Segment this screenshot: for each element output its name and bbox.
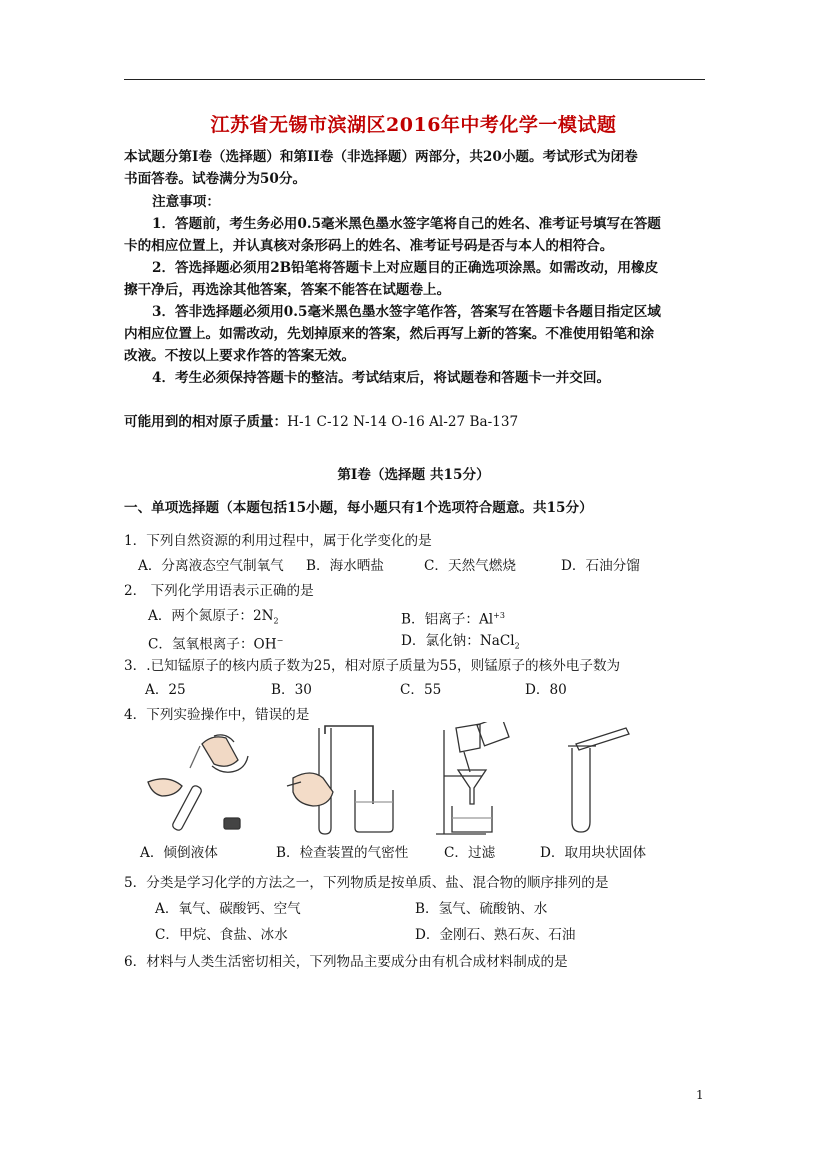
- atomic-mass-label: 可能用到的相对原子质量：: [124, 414, 288, 430]
- option-c: C．天然气燃烧: [424, 558, 516, 574]
- option-b: B．铝离子：$Al^{+3}$: [401, 611, 505, 628]
- option-b: B．检查装置的气密性: [276, 845, 409, 861]
- question-stem: 4．下列实验操作中，错误的是: [124, 707, 310, 723]
- notice-item: 1．答题前，考生务必用0.5毫米黑色墨水签字笔将自己的姓名、准考证号填写在答题: [152, 216, 661, 232]
- notice-item: 卡的相应位置上，并认真核对条形码上的姓名、准考证号码是否与本人的相符合。: [124, 238, 614, 254]
- filtration-figure: [434, 722, 514, 837]
- intro-line: 书面答卷。试卷满分为50分。: [124, 171, 307, 187]
- notice-heading: 注意事项：: [152, 194, 220, 210]
- question-stem: 5．分类是学习化学的方法之一，下列物质是按单质、盐、混合物的顺序排列的是: [124, 875, 609, 891]
- option-a: A．分离液态空气制氧气: [138, 558, 284, 574]
- option-a: A．两个氮原子：$2N_2$: [148, 608, 279, 626]
- question-stem: 3．.已知锰原子的核内质子数为25，相对原子质量为55，则锰原子的核外电子数为: [124, 658, 621, 674]
- notice-item: 4．考生必须保持答题卡的整洁。考试结束后，将试题卷和答题卡一并交回。: [152, 370, 611, 386]
- notice-item: 改液。不按以上要求作答的答案无效。: [124, 348, 356, 364]
- option-c: C．55: [400, 682, 442, 698]
- question-stem: 2． 下列化学用语表示正确的是: [124, 583, 314, 599]
- page-title: 江苏省无锡市滨湖区2016年中考化学一模试题: [210, 114, 617, 136]
- notice-item: 擦干净后，再选涂其他答案，答案不能答在试题卷上。: [124, 282, 451, 298]
- atomic-mass-line: [124, 413, 518, 431]
- option-d: D．金刚石、熟石灰、石油: [415, 927, 576, 943]
- option-c: C．甲烷、食盐、冰水: [155, 927, 288, 943]
- airtightness-check-figure: [285, 722, 400, 837]
- option-b: B．海水晒盐: [306, 558, 384, 574]
- question-stem: 6．材料与人类生活密切相关，下列物品主要成分由有机合成材料制成的是: [124, 954, 568, 970]
- section-title: 第Ⅰ卷（选择题 共15分）: [337, 467, 490, 483]
- header-rule: [124, 79, 705, 80]
- notice-item: 内相应位置上。如需改动，先划掉原来的答案，然后再写上新的答案。不准使用铅笔和涂: [124, 326, 655, 342]
- option-b: B．30: [271, 682, 312, 698]
- option-d: D．石油分馏: [561, 558, 640, 574]
- pouring-liquid-figure: [140, 722, 250, 837]
- option-d: D．氯化钠：NaCl$_2$: [401, 633, 520, 651]
- option-a: A．25: [145, 682, 186, 698]
- part-title: 一、单项选择题（本题包括15小题，每小题只有1个选项符合题意。共15分）: [124, 500, 593, 516]
- option-c: C．氢氧根离子：OH−: [148, 636, 284, 653]
- option-b: B．氢气、硫酸钠、水: [415, 901, 548, 917]
- atomic-mass-values: H-1 C-12 N-14 O-16 Al-27 Ba-137: [287, 414, 519, 430]
- option-c: C．过滤: [444, 845, 496, 861]
- option-d: D．80: [525, 682, 567, 698]
- notice-item: 3．答非选择题必须用0.5毫米黑色墨水签字笔作答，答案写在答题卡各题目指定区域: [152, 304, 661, 320]
- solid-reagent-figure: [548, 722, 638, 837]
- option-d: D．取用块状固体: [540, 845, 647, 861]
- notice-item: 2．答选择题必须用2B铅笔将答题卡上对应题目的正确选项涂黑。如需改动，用橡皮: [152, 260, 659, 276]
- page-number: 1: [696, 1088, 704, 1102]
- option-a: A．氧气、碳酸钙、空气: [155, 901, 301, 917]
- option-a: A．倾倒液体: [140, 845, 218, 861]
- intro-line: 本试题分第Ⅰ卷（选择题）和第II卷（非选择题）两部分，共20小题。考试形式为闭卷: [124, 149, 638, 165]
- question-stem: 1．下列自然资源的利用过程中，属于化学变化的是: [124, 533, 432, 549]
